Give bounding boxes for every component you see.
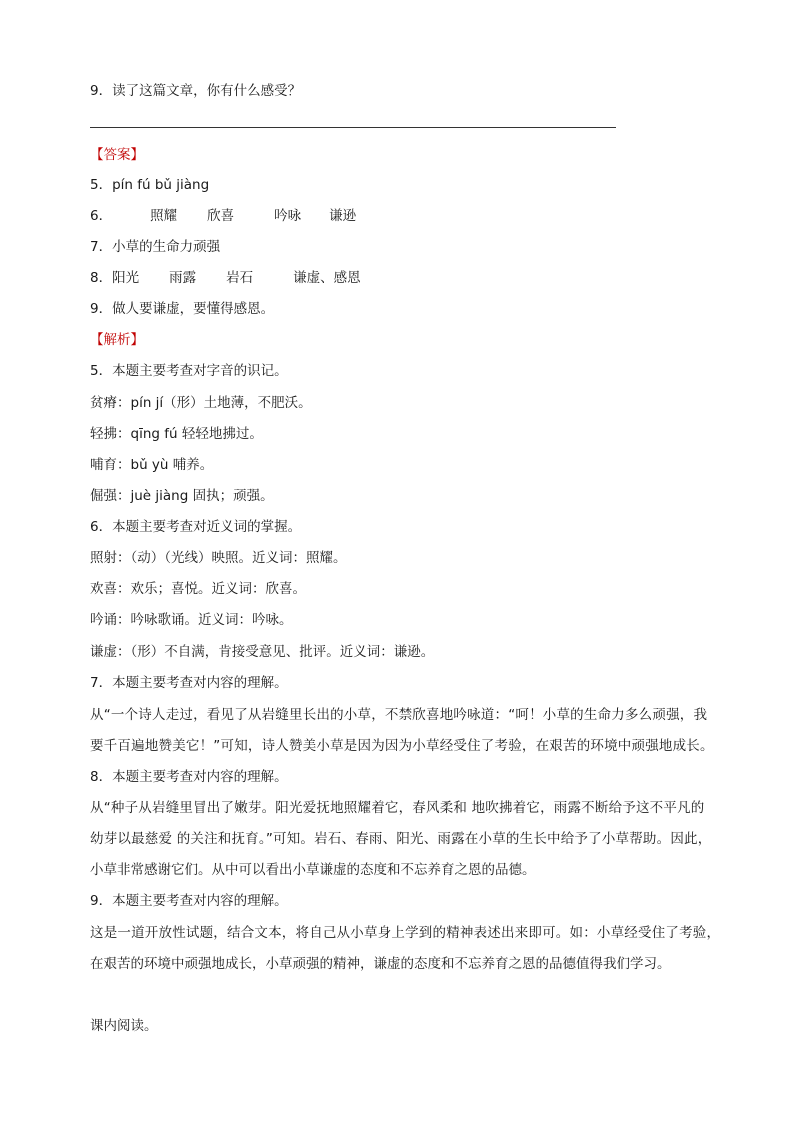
analysis-line: 照射：（动）（光线）映照。近义词：照耀。 <box>90 550 347 566</box>
analysis-line: 这是一道开放性试题，结合文本，将自己从小草身上学到的精神表述出来即可。如：小草经受住了考验， <box>90 925 721 941</box>
answer-5: 5．pín fú bǔ jiàng <box>90 177 210 193</box>
analysis-line: 7．本题主要考查对内容的理解。 <box>90 675 288 691</box>
answer-8-item: 岩石 <box>226 270 254 286</box>
analysis-line: 小草非常感谢它们。从中可以看出小草谦虚的态度和不忘养育之恩的品德。 <box>90 862 536 878</box>
analysis-line: 吟诵：吟咏歌诵。近义词：吟咏。 <box>90 612 293 628</box>
analysis-line: 从“一个诗人走过，看见了从岩缝里长出的小草，不禁欣喜地吟咏道：“呵！小草的生命力多么顽强，我 <box>90 707 708 723</box>
answer-7: 7．小草的生命力顽强 <box>90 239 221 255</box>
analysis-line: 倔强：juè jiàng 固执；顽强。 <box>90 488 274 504</box>
answer-9: 9．做人要谦虚，要懂得感恩。 <box>90 301 275 317</box>
analysis-line: 幼芽以最慈爱 的关注和抚育。”可知。岩石、春雨、阳光、雨露在小草的生长中给予了小草帮助。因此， <box>90 831 712 847</box>
answer-6-item: 吟咏 <box>274 208 302 224</box>
answer-8-item: 谦虚、感恩 <box>293 270 361 286</box>
analysis-line: 欢喜：欢乐；喜悦。近义词：欣喜。 <box>90 581 306 597</box>
answer-6 <box>90 206 356 226</box>
analysis-line: 要千百遍地赞美它！”可知，诗人赞美小草是因为因为小草经受住了考验，在艰苦的环境中顽强地成长。 <box>90 738 714 754</box>
analysis-line: 轻拂：qīng fú 轻轻地拂过。 <box>90 426 263 442</box>
question-9: 9．读了这篇文章，你有什么感受？ <box>90 83 302 99</box>
analysis-line: 哺育：bǔ yù 哺养。 <box>90 457 214 473</box>
answer-8-item: 雨露 <box>169 270 197 286</box>
analysis-heading: 【解析】 <box>90 332 144 348</box>
answer-6-item: 照耀 <box>150 208 178 224</box>
answer-6-item: 欣喜 <box>207 208 235 224</box>
analysis-line: 从“种子从岩缝里冒出了嫩芽。阳光爱抚地照耀着它，春风柔和 地吹拂着它，雨露不断给予这不平凡的 <box>90 800 705 816</box>
answer-6-item: 谦逊 <box>329 208 357 224</box>
analysis-line: 贫瘠：pín jí（形）土地薄，不肥沃。 <box>90 395 312 411</box>
section-footer: 课内阅读。 <box>90 1018 158 1034</box>
analysis-line: 6．本题主要考查对近义词的掌握。 <box>90 519 302 535</box>
analysis-line: 8．本题主要考查对内容的理解。 <box>90 769 288 785</box>
answer-8 <box>90 268 361 288</box>
analysis-line: 5．本题主要考查对字音的识记。 <box>90 363 288 379</box>
analysis-line: 谦虚：（形）不自满，肯接受意见、批评。近义词：谦逊。 <box>90 644 435 660</box>
answer-heading: 【答案】 <box>90 147 144 163</box>
analysis-line: 在艰苦的环境中顽强地成长，小草顽强的精神，谦虚的态度和不忘养育之恩的品德值得我们学习。 <box>90 956 671 972</box>
answer-blank-line <box>90 127 616 128</box>
answer-8-first: 8．阳光 <box>90 270 140 286</box>
analysis-line: 9．本题主要考查对内容的理解。 <box>90 893 288 909</box>
answer-6-number: 6． <box>90 208 113 224</box>
